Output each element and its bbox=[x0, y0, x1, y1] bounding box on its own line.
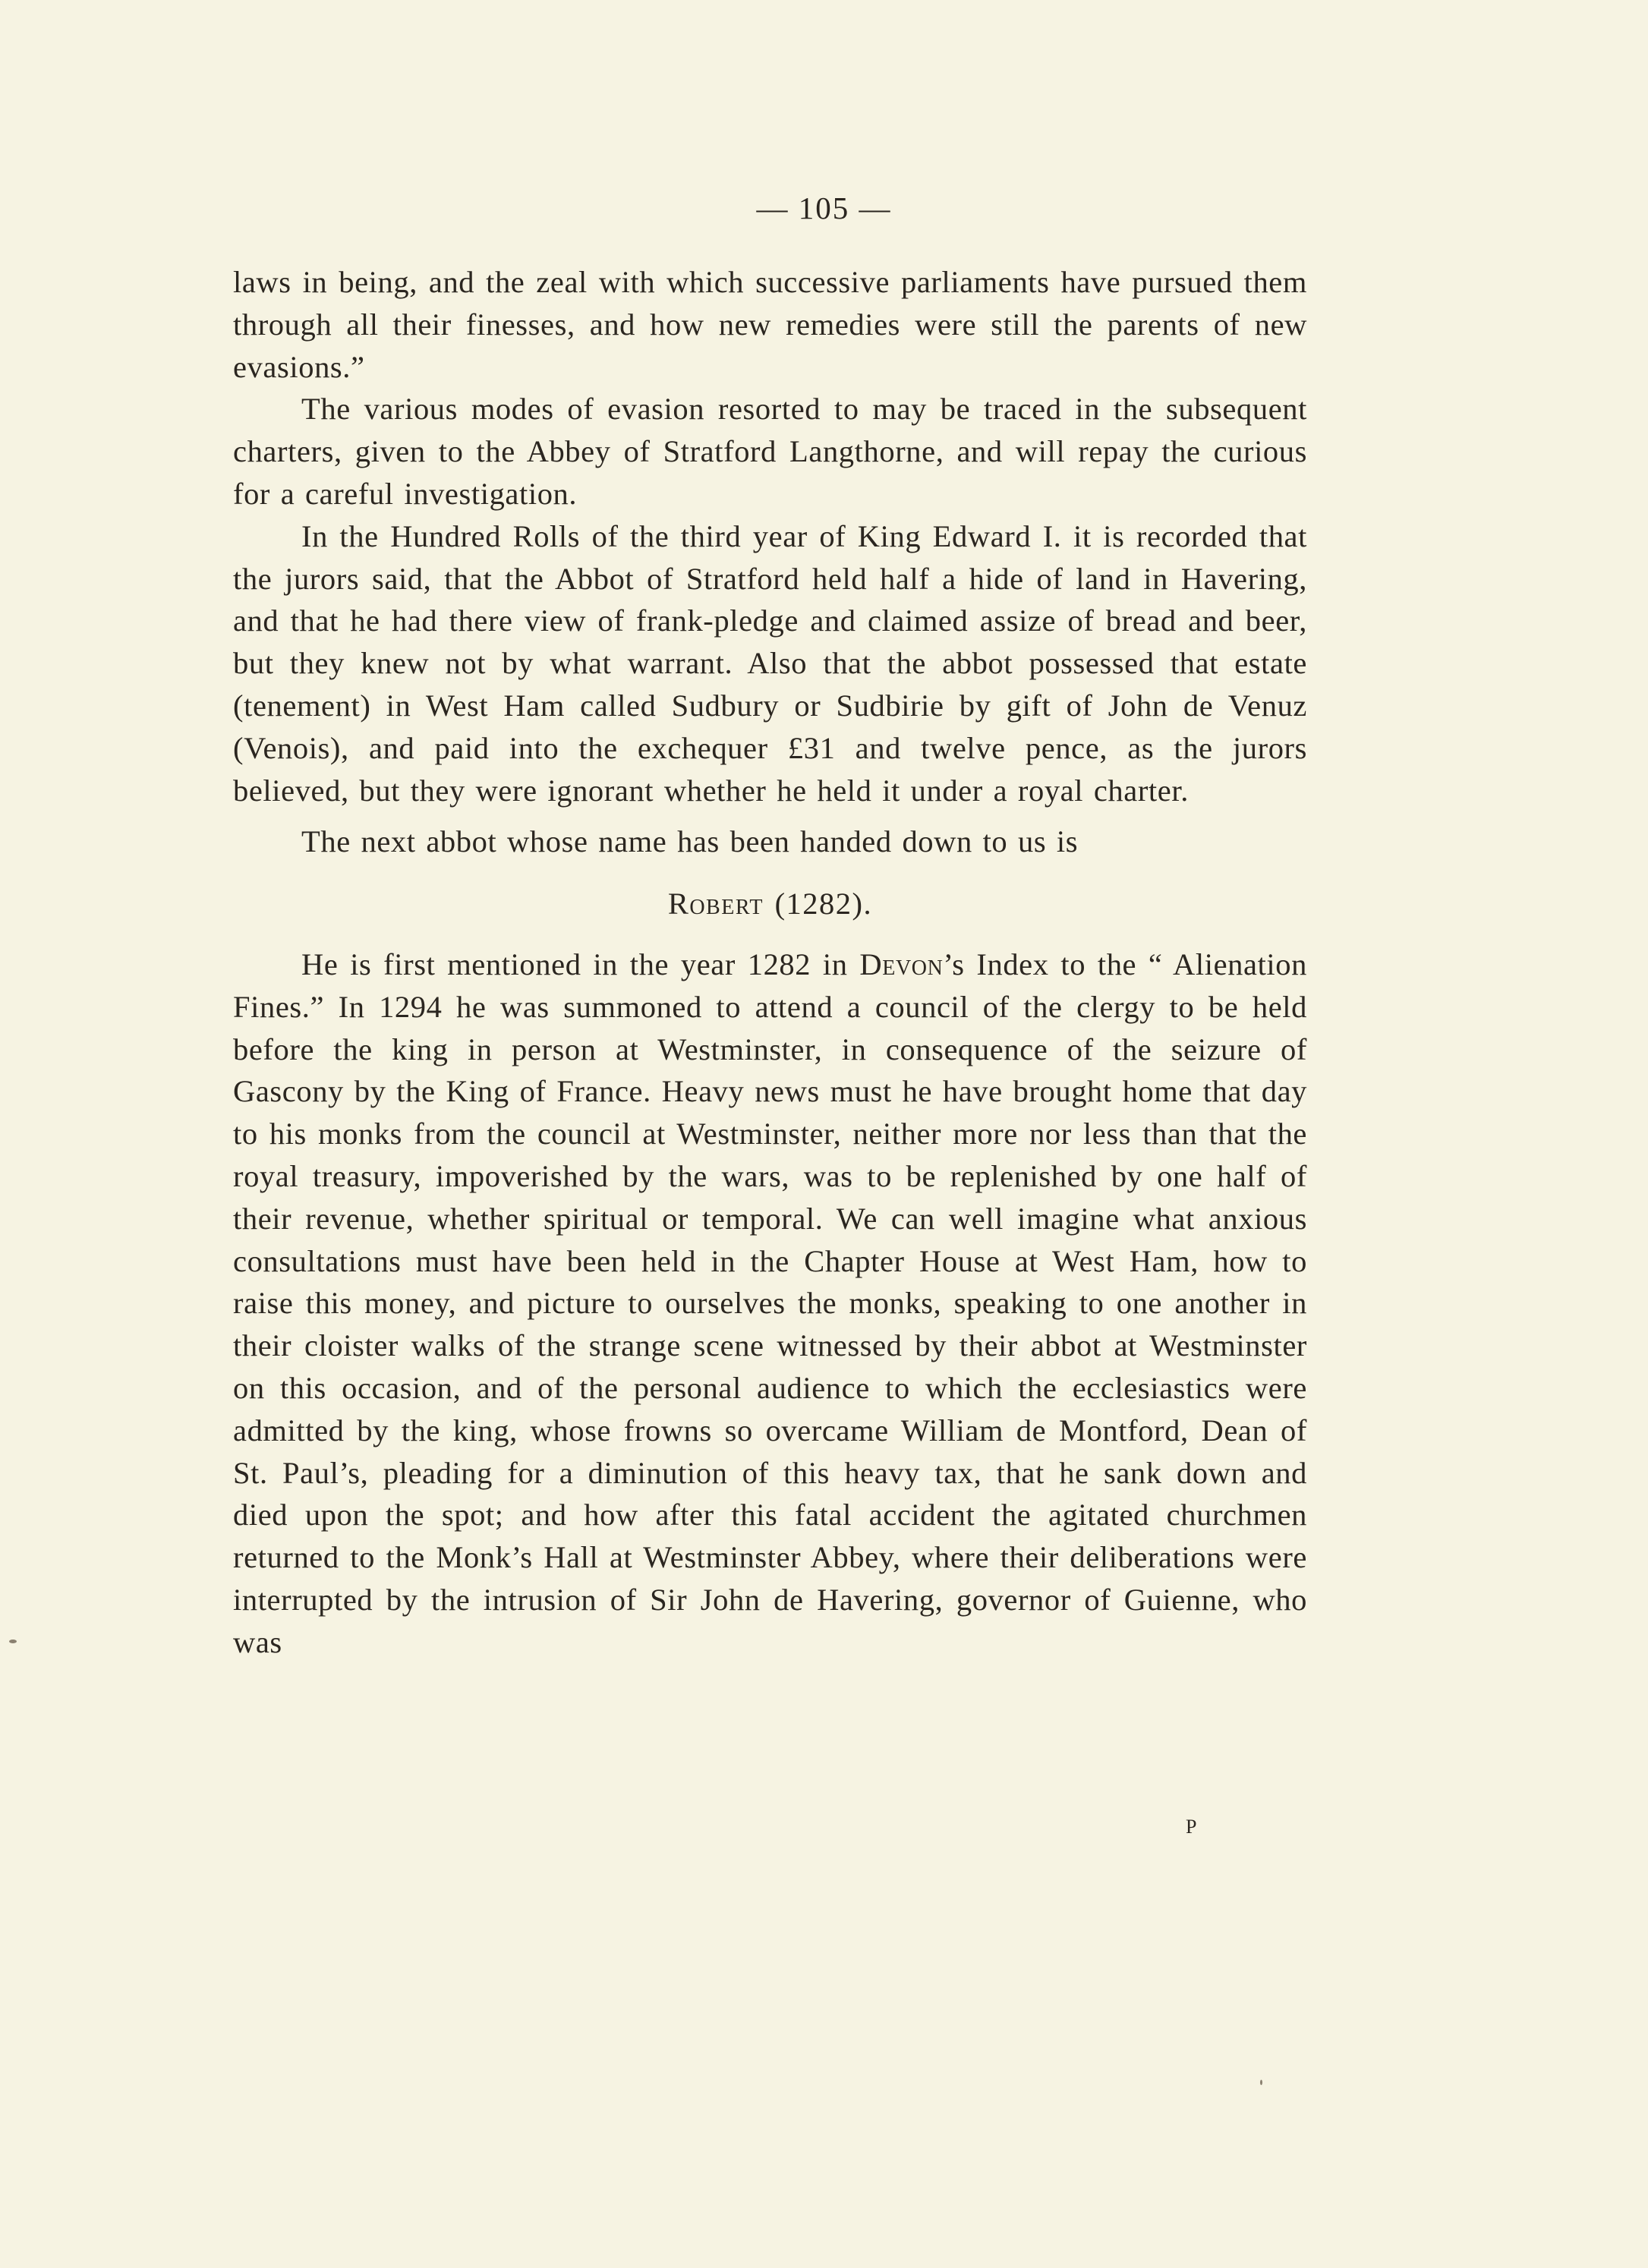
section-heading: Robert (1282). bbox=[667, 887, 873, 921]
margin-speck bbox=[9, 1640, 17, 1643]
page-number: — 105 — bbox=[756, 191, 892, 225]
body-text bbox=[233, 261, 1307, 1664]
margin-speck bbox=[1260, 2080, 1262, 2085]
paragraph-evasion-modes: The various modes of evasion resorted to may be traced in the subsequent charters, given to the Abbey of Stratford Langthorne, and will repay the curious for a careful investigation. bbox=[233, 392, 1307, 511]
paragraph-robert-rest: ’s Index to the “ Alienation Fines.” In 1294 he was summoned to attend a council of the clergy to be held before the king in person at Westminster, in consequence of the seizure of Gascony by the King of France. Heavy news must he have brought home that day to his monks from the council at Westminster, neither more nor less than that the royal treasury, impoverished by the wars, was to be replenished by one half of their revenue, whether spiritual or temporal. We can well imagine what anxious consultations must have been held in the Chapter House at West Ham, how to raise this money, and picture to ourselves the monks, speaking to one another in their cloister walks of the strange scene witnessed by their abbot at Westminster on this occasion, and of the personal audience to which the ecclesiastics were admitted by the king, whose frowns so overcame William de Montford, Dean of St. Paul’s, pleading for a diminution of this heavy tax, that he sank down and died upon the spot; and how after this fatal accident the agitated churchmen returned to the Monk’s Hall at Westminster Abbey, where their deliberations were interrupted by the intrusion of Sir John de Havering, governor of Guienne, who was bbox=[233, 947, 1307, 1659]
paragraph-hundred-rolls: In the Hundred Rolls of the third year of King Edward I. it is recorded that the jurors said, that the Abbot of Stratford held half a hide of land in Havering, and that he had there view of frank-pledge and claimed assize of bread and beer, but they knew not by what warrant. Also that the abbot possessed that estate (tenement) in West Ham called Sudbury or Sudbirie by gift of John de Venuz (Venois), and paid into the exchequer £31 and twelve pence, as the jurors believed, but they were ignorant whether he held it under a royal charter. bbox=[233, 518, 1307, 808]
paragraph-continuation: laws in being, and the zeal with which successive parliaments have pursued them through all their finesses, and how new remedies were still the parents of new evasions.” bbox=[233, 265, 1307, 384]
paragraph-robert bbox=[233, 943, 1307, 1664]
author-name-devon: Devon bbox=[859, 947, 944, 981]
paragraph-robert-start: He is first mentioned in the year 1282 in bbox=[301, 947, 860, 981]
paragraph-next-abbot: The next abbot whose name has been handed down to us is bbox=[301, 824, 1079, 859]
signature-mark: P bbox=[1186, 1816, 1199, 1838]
